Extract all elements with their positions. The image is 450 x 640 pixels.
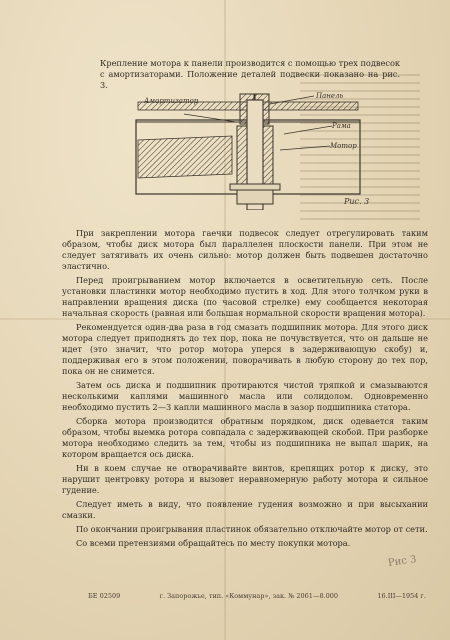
- leader-motor: [280, 146, 330, 150]
- instructions-body: [62, 228, 428, 549]
- print-footer: [88, 592, 426, 601]
- footer-date: 16.III—1954 г.: [377, 592, 426, 600]
- nut: [237, 190, 273, 204]
- paragraph-claims: Со всеми претензиями обращайтесь по месту покупки мотора.: [76, 538, 351, 548]
- shock-absorber-left: [237, 126, 247, 184]
- leader-amortizator: [184, 114, 236, 122]
- label-motor: Мотор: [330, 142, 357, 150]
- shock-absorber-right: [263, 126, 273, 184]
- washer: [230, 184, 280, 190]
- paragraph-adjust-nuts: При закреплении мотора гаечки подвесок следует отрегулировать таким образом, чтобы диск мотора был параллелен плоскости панели. При этом не следует затягивать их очень сильно: мотор должен быть подвешен достаточно эластично.: [62, 228, 428, 271]
- label-panel: Панель: [316, 92, 344, 100]
- paragraph-start-motor: Перед проигрыванием мотор включается в осветительную сеть. После установки пластинки мотор необходимо пустить в ход. Для этого толчком руки в направлении вращения диска (по часовой стрелке) ему сообщается некоторая начальная скорость (равная или большая нормальной скорости вращения мотора).: [62, 275, 428, 318]
- paragraph-lubricate: Рекомендуется один-два раза в год смазать подшипник мотора. Для этого диск мотора следует приподнять до тех пор, пока не почувствуется, что он дальше не идет (это значит, что ротор мотора уперся в задерживающую скобу) и, поддерживая его в этом положении, поворачивать в любую сторону до тех пор, пока он не снимется.: [62, 322, 428, 376]
- motor-frame: [138, 136, 232, 178]
- intro-paragraph: Крепление мотора к панели производится с помощью трех подвесок с амортизаторами. Положение деталей подвески показано на рис. 3.: [100, 58, 400, 90]
- footer-code: БЕ 02509: [88, 592, 121, 600]
- footer-printer: г. Запорожье, тип. «Коммунар», зак. № 2061—8.000: [159, 592, 339, 600]
- figure-caption: Рис. 3: [344, 197, 370, 206]
- leader-rama: [284, 126, 332, 134]
- paragraph-screws-warning: Ни в коем случае не отворачивайте винтов, крепящих ротор к диску, это нарушит центровку ротора и вызовет неравномерную работу мотора и сильное гудение.: [62, 463, 428, 495]
- label-amortizator: Амортизатор: [144, 97, 199, 105]
- paragraph-humming: Следует иметь в виду, что появление гудения возможно и при высыхании смазки.: [62, 499, 428, 520]
- label-rama: Рама: [332, 122, 351, 130]
- paragraph-assembly: Сборка мотора производится обратным порядком, диск одевается таким образом, чтобы выемка ротора совпадала с задерживающей скобой. При разборке мотора необходимо следить за тем, чтобы из подшипника не выпал шарик, на котором вращается ось диска.: [62, 416, 428, 459]
- paragraph-clean-oil: Затем ось диска и подшипник протираются чистой тряпкой и смазываются несколькими каплями машинного масла или солидолом. Одновременно необходимо пустить 2—3 капли машинного масла в зазор подшипника статора.: [62, 380, 428, 412]
- paragraph-disconnect: По окончании проигрывания пластинок обязательно отключайте мотор от сети.: [76, 524, 428, 534]
- figure-3-diagram: [118, 86, 380, 210]
- suspension-diagram-svg: [118, 86, 380, 210]
- pencil-note: Рис 3: [387, 554, 418, 569]
